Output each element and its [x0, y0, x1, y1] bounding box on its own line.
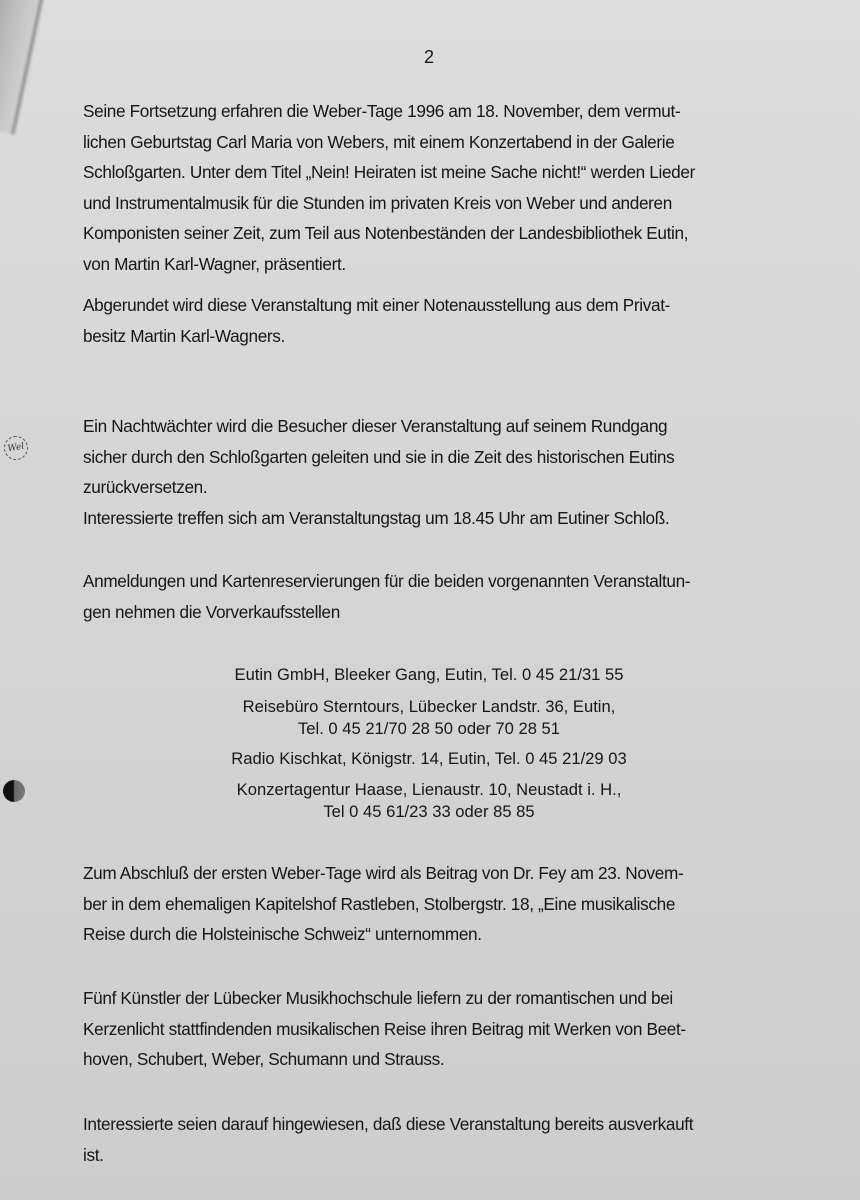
paragraph-artists: [83, 983, 783, 1075]
text-line: Interessierte treffen sich am Veranstaltungstag um 18.45 Uhr am Eutiner Schloß.: [83, 507, 670, 528]
text-line: lichen Geburtstag Carl Maria von Webers, mit einem Konzertabend in der Galerie: [83, 131, 675, 152]
paragraph-registration: [83, 566, 783, 627]
text-line: Reise durch die Holsteinische Schweiz“ unternommen.: [83, 924, 482, 944]
text-line: ist.: [83, 1144, 104, 1165]
text-line: Fünf Künstler der Lübecker Musikhochschule liefern zu der romantischen und bei: [83, 988, 673, 1008]
text-line: Abgerundet wird diese Veranstaltung mit einer Notenausstellung aus dem Privat-: [83, 295, 671, 315]
address-line: Konzertagentur Haase, Lienaustr. 10, Neustadt i. H.,: [236, 780, 622, 799]
text-line: Seine Fortsetzung erfahren die Weber-Tage 1996 am 18. November, dem vermut-: [83, 101, 681, 121]
address-line: Eutin GmbH, Bleeker Gang, Eutin, Tel. 0 45 21/31 55: [234, 665, 624, 684]
text-line: ber in dem ehemaligen Kapitelshof Rastleben, Stolbergstr. 18, „Eine musikalische: [83, 893, 676, 914]
paragraph-sold-out: [83, 1109, 783, 1170]
text-line: Interessierte seien darauf hingewiesen, daß diese Veranstaltung bereits ausverkauft: [83, 1114, 694, 1134]
ticket-office-eutin-gmbh: [150, 664, 708, 686]
text-line: Ein Nachtwächter wird die Besucher dieser Veranstaltung auf seinem Rundgang: [83, 416, 668, 436]
ticket-office-radio-kischkat: [150, 748, 708, 770]
address-line: Radio Kischkat, Königstr. 14, Eutin, Tel. 0 45 21/29 03: [231, 749, 627, 768]
paragraph-closing-event: [83, 858, 783, 950]
text-line: Schloßgarten. Unter dem Titel „Nein! Heiraten ist meine Sache nicht!“ werden Lieder: [83, 162, 695, 182]
address-line: Tel 0 45 61/23 33 oder 85 85: [323, 802, 535, 821]
text-line: von Martin Karl-Wagner, präsentiert.: [83, 253, 346, 274]
paragraph-night-watchman: [83, 411, 783, 533]
address-line: Tel. 0 45 21/70 28 50 oder 70 28 51: [297, 719, 561, 738]
ticket-office-konzertagentur-haase: [150, 779, 708, 823]
stamp-icon: Wel: [2, 434, 30, 462]
text-line: sicher durch den Schloßgarten geleiten und sie in die Zeit des historischen Eutins: [83, 446, 675, 467]
text-line: und Instrumentalmusik für die Stunden im privaten Kreis von Weber und anderen: [83, 192, 672, 213]
text-line: hoven, Schubert, Weber, Schumann und Strauss.: [83, 1049, 445, 1069]
page-number: 2: [423, 47, 434, 67]
paragraph-exhibition: [83, 290, 783, 351]
text-line: Kerzenlicht stattfindenden musikalischen Reise ihren Beitrag mit Werken von Beet-: [83, 1018, 686, 1039]
text-line: Komponisten seiner Zeit, zum Teil aus Notenbeständen der Landesbibliothek Eutin,: [83, 223, 689, 243]
text-line: Zum Abschluß der ersten Weber-Tage wird als Beitrag von Dr. Fey am 23. Novem-: [83, 863, 684, 883]
text-line: Anmeldungen und Kartenreservierungen für die beiden vorgenannten Veranstaltun-: [83, 571, 691, 591]
address-line: Reisebüro Sterntours, Lübecker Landstr. 36, Eutin,: [242, 697, 616, 716]
text-line: zurückversetzen.: [83, 477, 208, 497]
paragraph-concert-evening: [83, 96, 783, 279]
text-line: gen nehmen die Vorverkaufsstellen: [83, 601, 340, 622]
ticket-office-sterntours: [150, 696, 708, 740]
text-line: besitz Martin Karl-Wagners.: [83, 325, 285, 346]
